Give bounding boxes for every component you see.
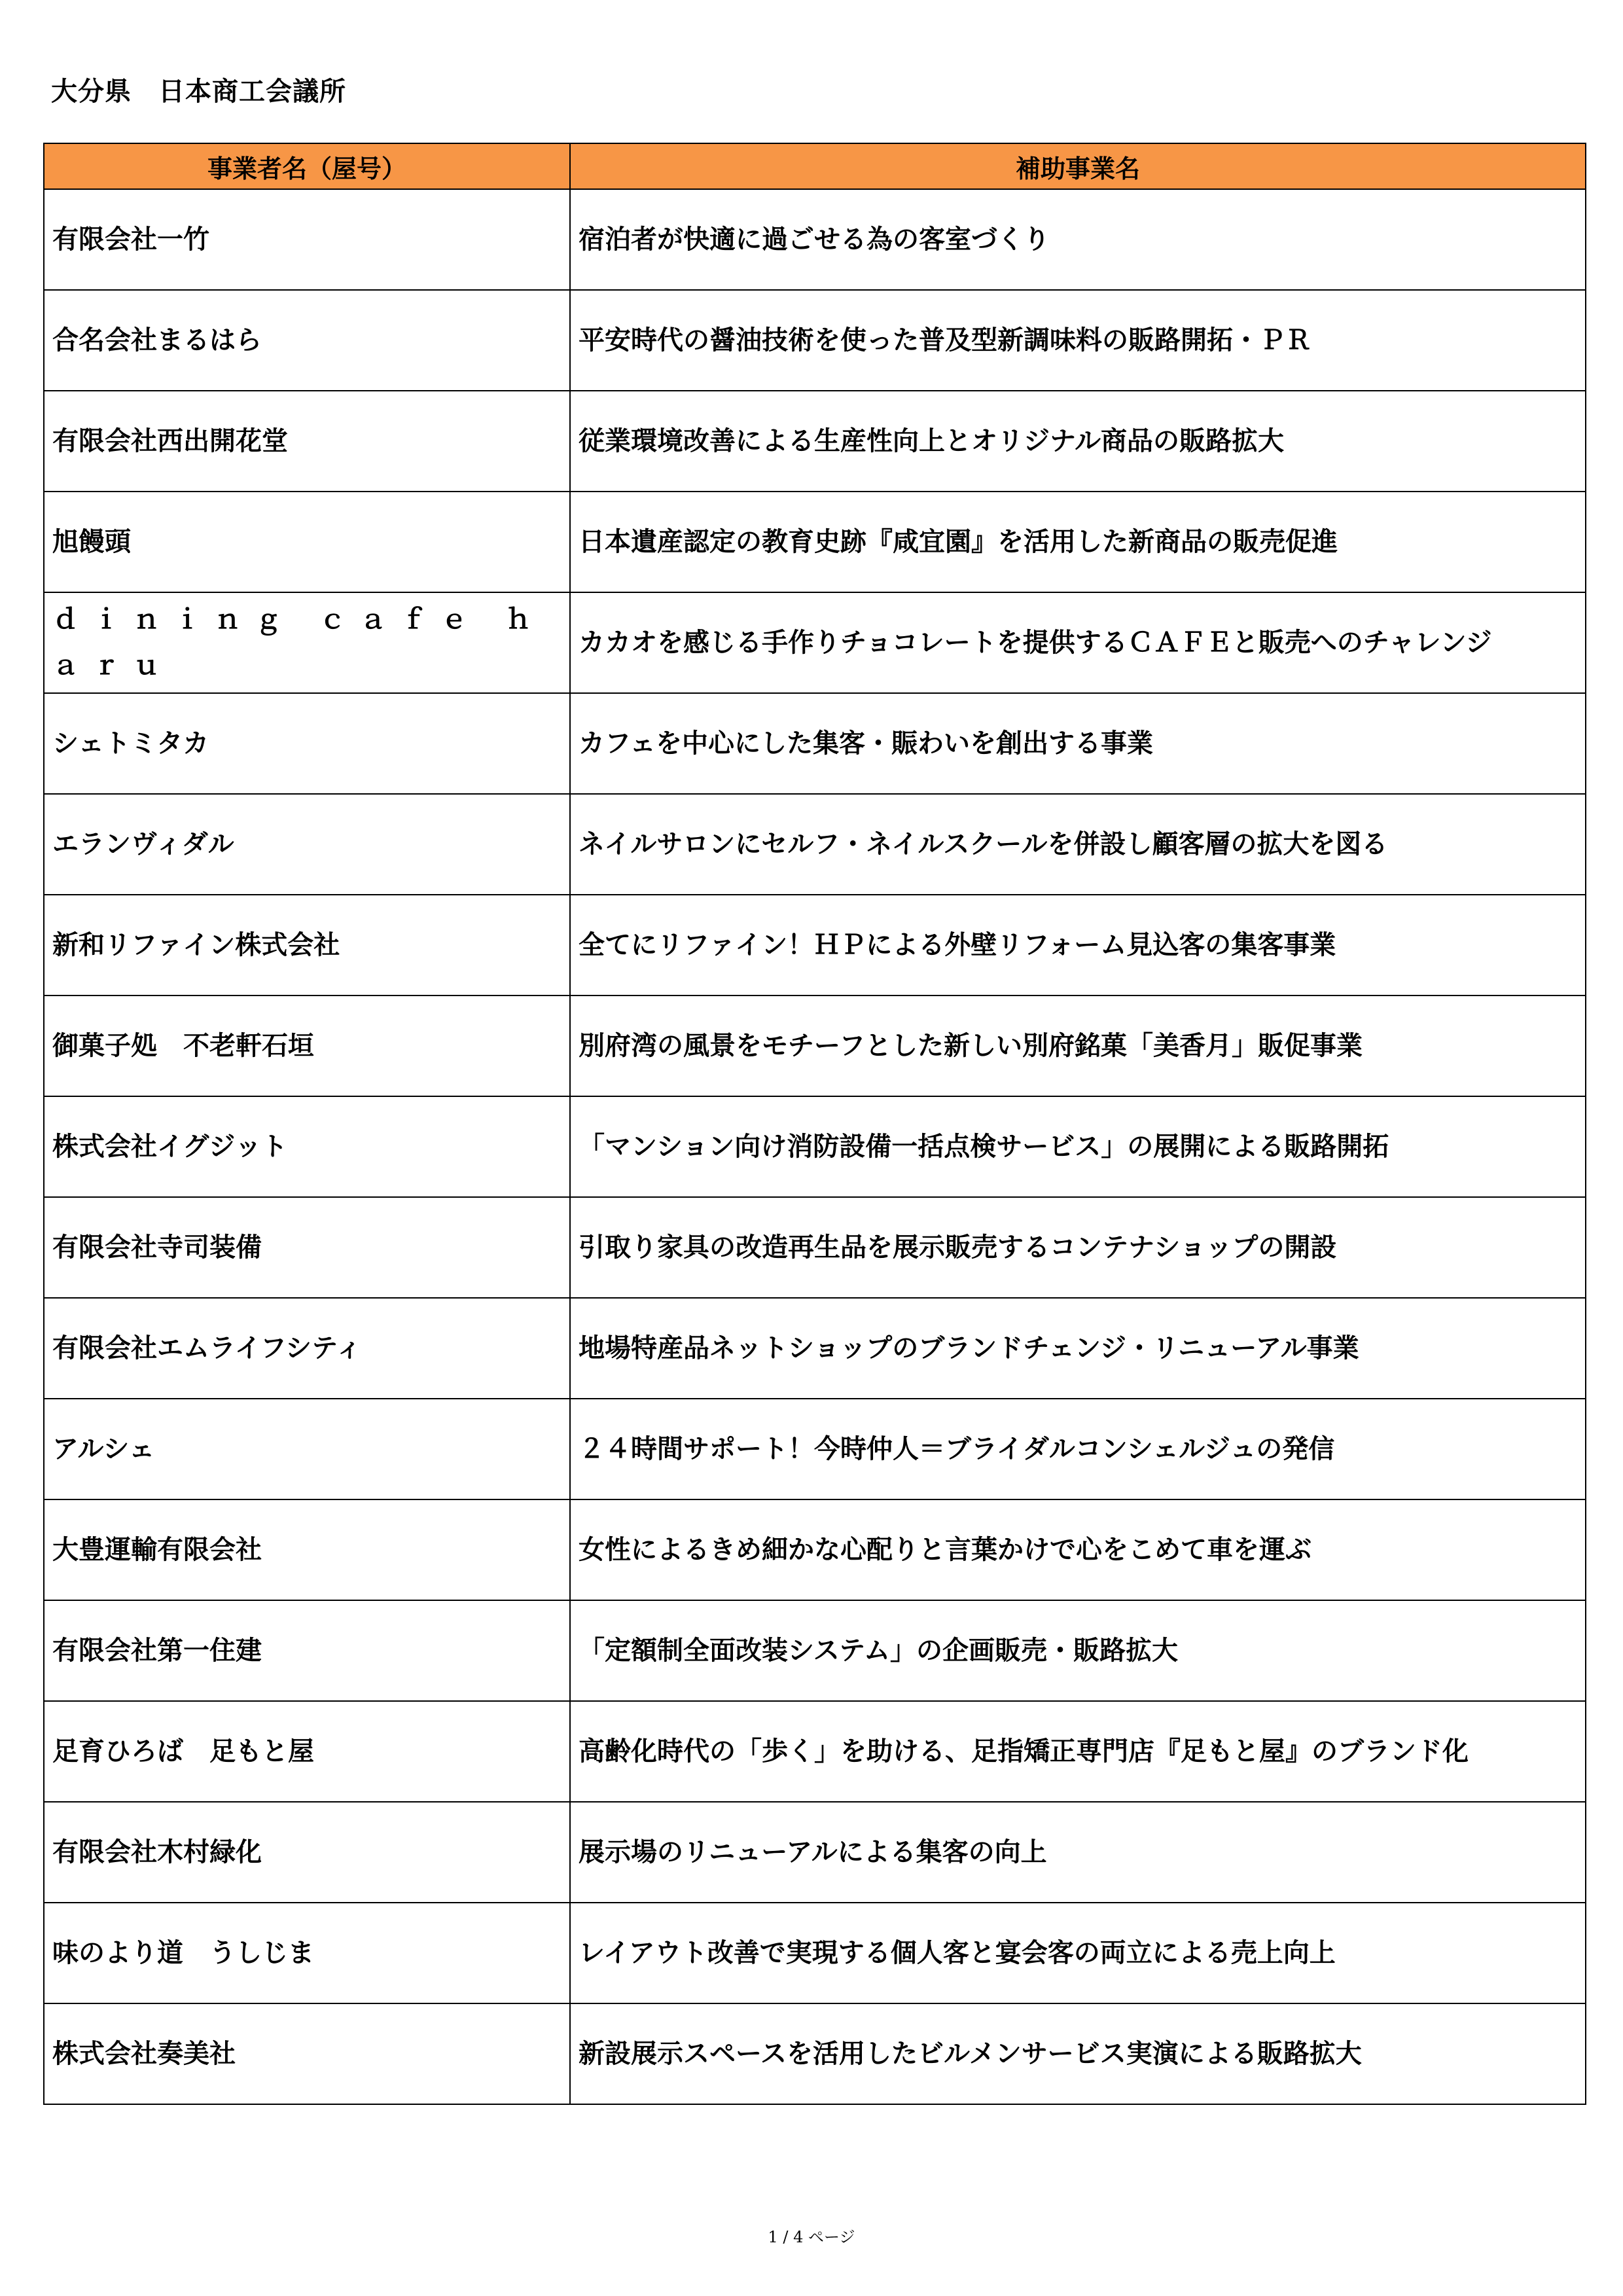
- table-row: [44, 1096, 1586, 1197]
- column-header-business-name: 事業者名（屋号）: [44, 143, 570, 189]
- page-number: 1 / 4 ページ: [768, 2228, 855, 2246]
- business-name-cell: 御菓子処 不老軒石垣: [44, 996, 570, 1096]
- business-name-cell: 有限会社一竹: [44, 189, 570, 290]
- business-name-cell: ｄｉｎｉｎｇ ｃａｆｅ ｈａｒｕ: [44, 592, 570, 693]
- business-name-cell: 旭饅頭: [44, 492, 570, 592]
- project-name-cell: 別府湾の風景をモチーフとした新しい別府銘菓「美香月」販促事業: [570, 996, 1586, 1096]
- project-name-cell: 平安時代の醤油技術を使った普及型新調味料の販路開拓・ＰＲ: [570, 290, 1586, 391]
- business-name-cell: 有限会社木村緑化: [44, 1802, 570, 1903]
- table-row: [44, 1802, 1586, 1903]
- project-name-cell: 宿泊者が快適に過ごせる為の客室づくり: [570, 189, 1586, 290]
- business-name-cell: 有限会社エムライフシティ: [44, 1298, 570, 1399]
- table-row: [44, 2003, 1586, 2104]
- table-row: [44, 1197, 1586, 1298]
- table-row: [44, 996, 1586, 1096]
- subsidy-table: [43, 143, 1586, 2105]
- table-header-row: [44, 143, 1586, 189]
- table-row: [44, 189, 1586, 290]
- table-row: [44, 290, 1586, 391]
- business-name-cell: 有限会社寺司装備: [44, 1197, 570, 1298]
- table-row: [44, 391, 1586, 492]
- project-name-cell: 女性によるきめ細かな心配りと言葉かけで心をこめて車を運ぶ: [570, 1499, 1586, 1600]
- project-name-cell: 「定額制全面改装システム」の企画販売・販路拡大: [570, 1600, 1586, 1701]
- table-row: [44, 592, 1586, 693]
- table-row: [44, 895, 1586, 996]
- project-name-cell: ネイルサロンにセルフ・ネイルスクールを併設し顧客層の拡大を図る: [570, 794, 1586, 895]
- business-name-cell: 合名会社まるはら: [44, 290, 570, 391]
- document-title: 大分県 日本商工会議所: [51, 77, 346, 107]
- table-row: [44, 693, 1586, 794]
- table-row: [44, 794, 1586, 895]
- project-name-cell: 新設展示スペースを活用したビルメンサービス実演による販路拡大: [570, 2003, 1586, 2104]
- project-name-cell: 地場特産品ネットショップのブランドチェンジ・リニューアル事業: [570, 1298, 1586, 1399]
- table-row: [44, 1399, 1586, 1499]
- project-name-cell: レイアウト改善で実現する個人客と宴会客の両立による売上向上: [570, 1903, 1586, 2003]
- table-row: [44, 492, 1586, 592]
- business-name-cell: 有限会社第一住建: [44, 1600, 570, 1701]
- business-name-cell: 株式会社イグジット: [44, 1096, 570, 1197]
- column-header-project-name: 補助事業名: [570, 143, 1586, 189]
- project-name-cell: 全てにリファイン！ＨＰによる外壁リフォーム見込客の集客事業: [570, 895, 1586, 996]
- business-name-cell: エランヴィダル: [44, 794, 570, 895]
- business-name-cell: 新和リファイン株式会社: [44, 895, 570, 996]
- business-name-cell: 味のより道 うしじま: [44, 1903, 570, 2003]
- project-name-cell: カカオを感じる手作りチョコレートを提供するＣＡＦＥと販売へのチャレンジ: [570, 592, 1586, 693]
- project-name-cell: カフェを中心にした集客・賑わいを創出する事業: [570, 693, 1586, 794]
- project-name-cell: 展示場のリニューアルによる集客の向上: [570, 1802, 1586, 1903]
- project-name-cell: 「マンション向け消防設備一括点検サービス」の展開による販路開拓: [570, 1096, 1586, 1197]
- business-name-cell: 足育ひろば 足もと屋: [44, 1701, 570, 1802]
- business-name-cell: 株式会社奏美社: [44, 2003, 570, 2104]
- project-name-cell: 引取り家具の改造再生品を展示販売するコンテナショップの開設: [570, 1197, 1586, 1298]
- project-name-cell: 日本遺産認定の教育史跡『咸宜園』を活用した新商品の販売促進: [570, 492, 1586, 592]
- business-name-cell: シェトミタカ: [44, 693, 570, 794]
- table-row: [44, 1600, 1586, 1701]
- table-row: [44, 1701, 1586, 1802]
- business-name-cell: 大豊運輸有限会社: [44, 1499, 570, 1600]
- business-name-cell: アルシェ: [44, 1399, 570, 1499]
- business-name-cell: 有限会社西出開花堂: [44, 391, 570, 492]
- table-row: [44, 1499, 1586, 1600]
- table-row: [44, 1298, 1586, 1399]
- project-name-cell: ２４時間サポート！今時仲人＝ブライダルコンシェルジュの発信: [570, 1399, 1586, 1499]
- table-row: [44, 1903, 1586, 2003]
- project-name-cell: 高齢化時代の「歩く」を助ける、足指矯正専門店『足もと屋』のブランド化: [570, 1701, 1586, 1802]
- project-name-cell: 従業環境改善による生産性向上とオリジナル商品の販路拡大: [570, 391, 1586, 492]
